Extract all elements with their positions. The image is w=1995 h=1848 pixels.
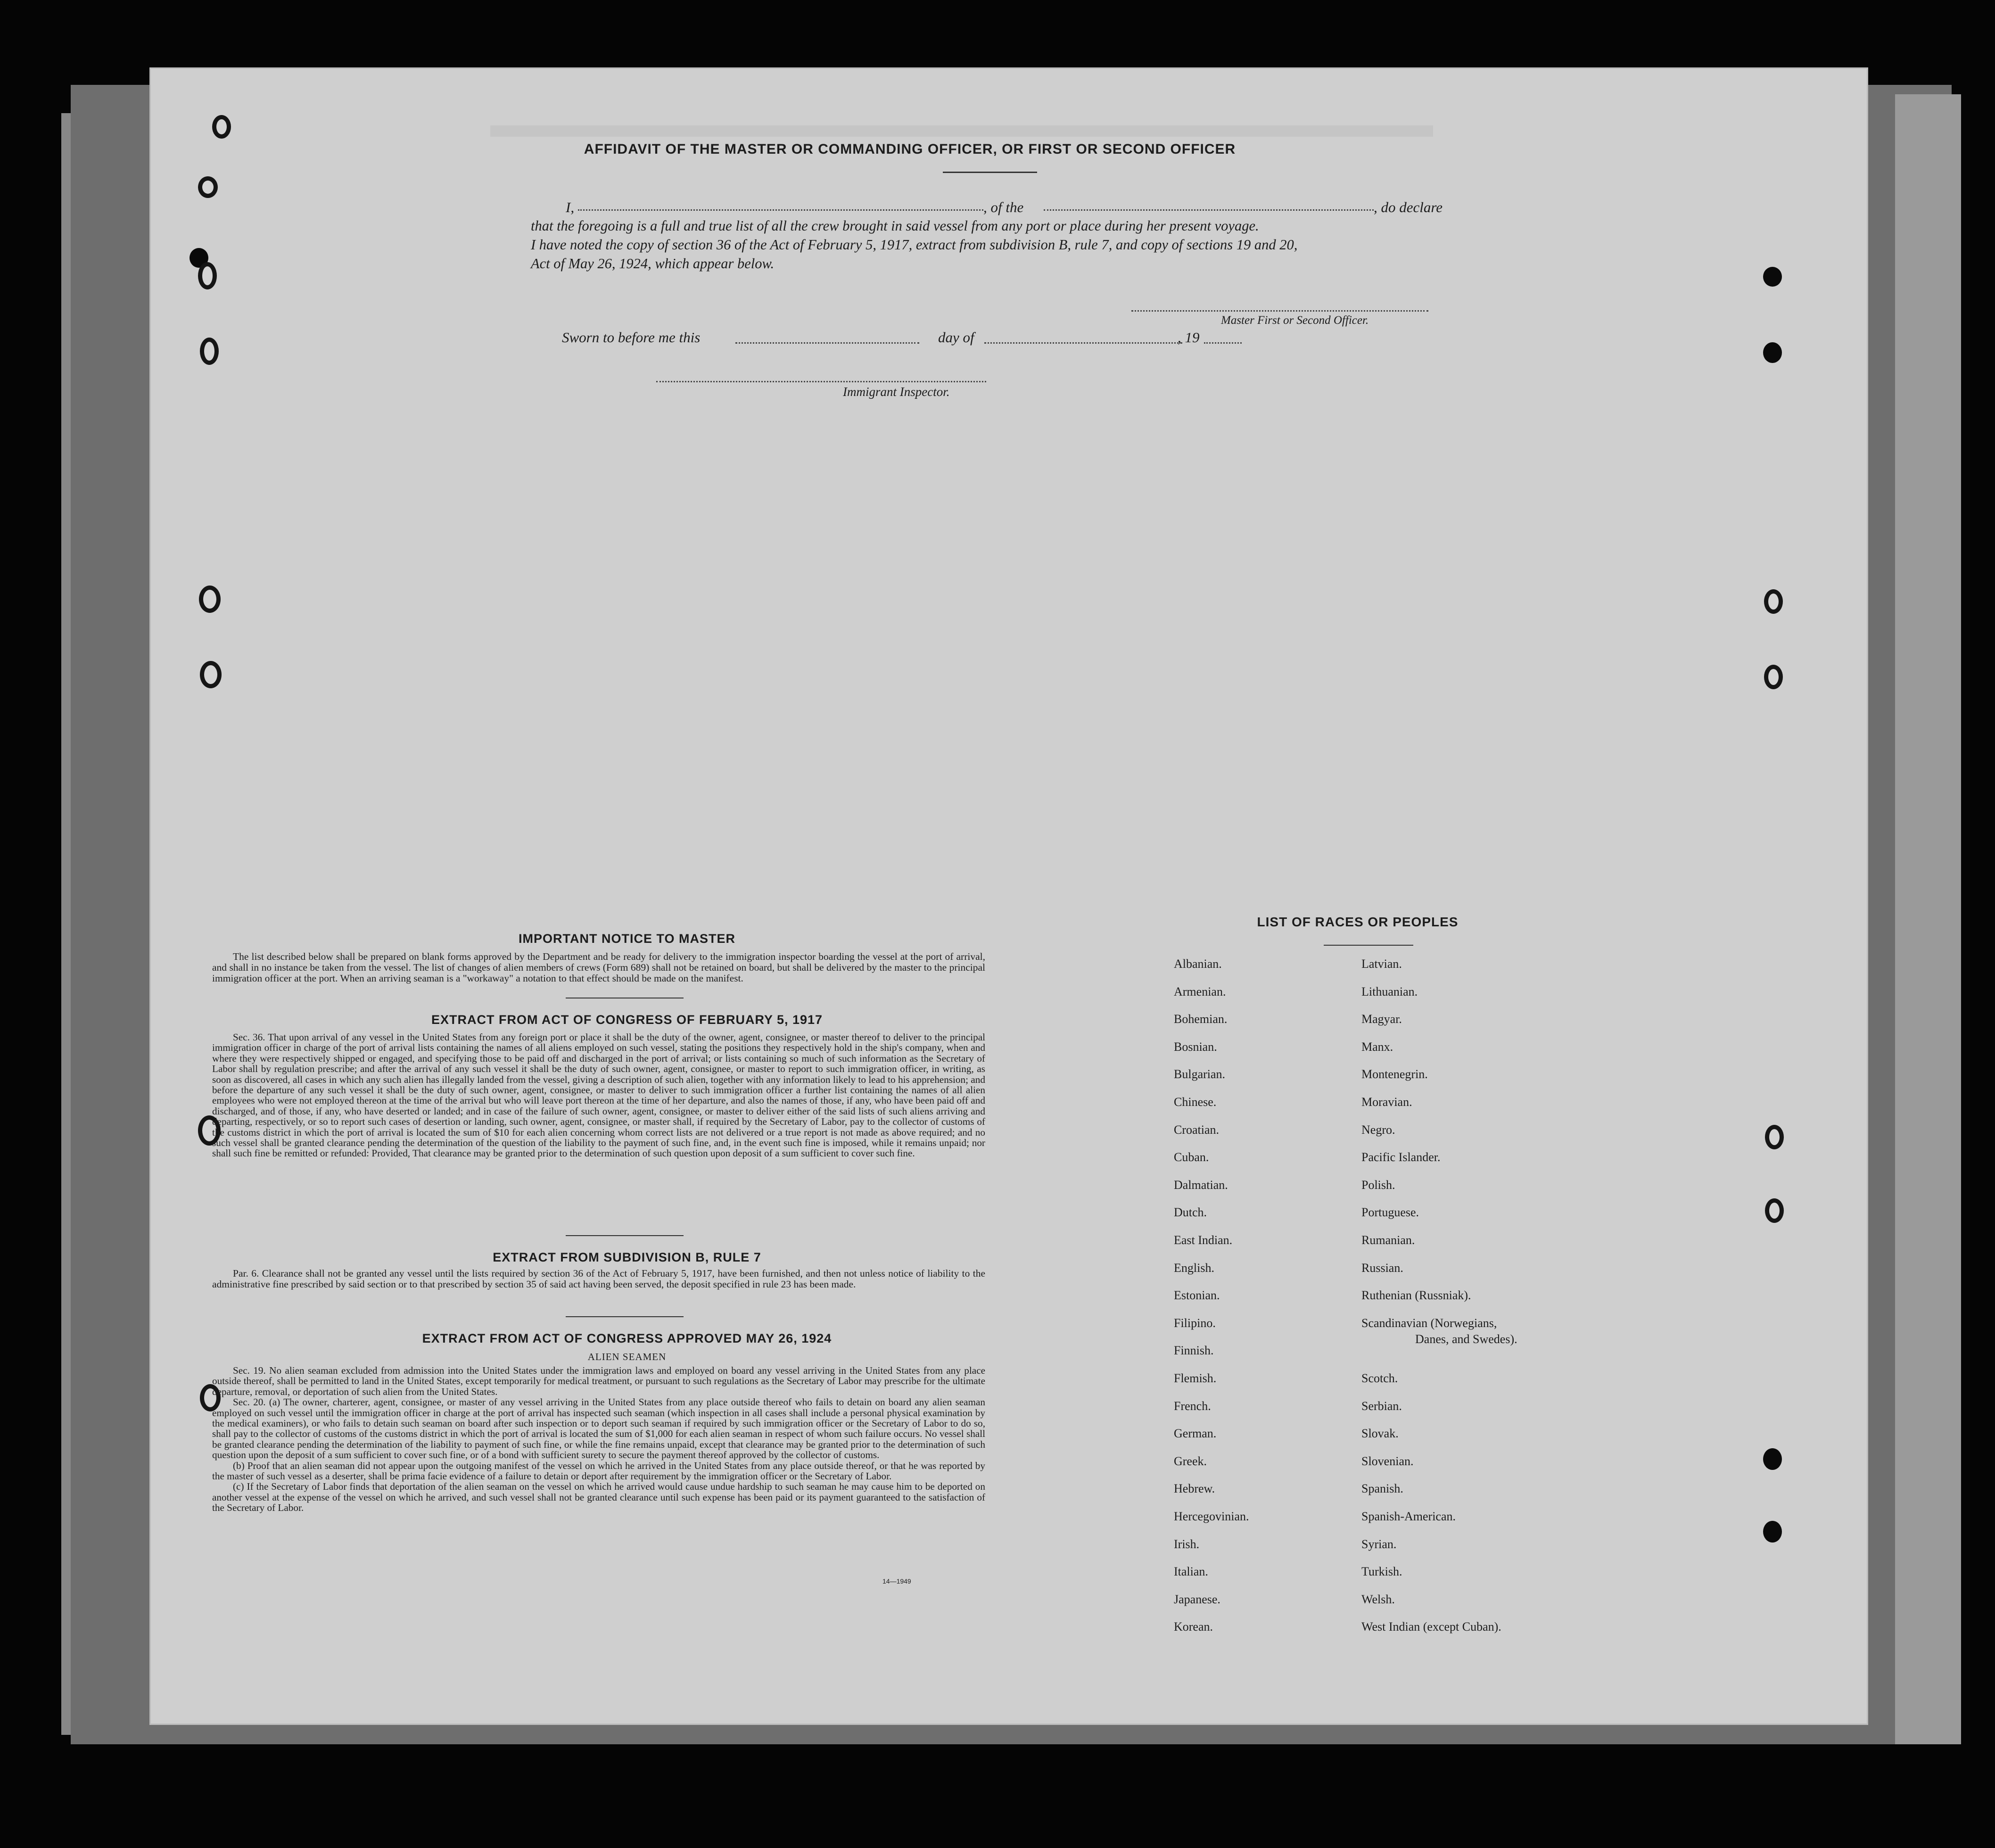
- year-blank: [1204, 342, 1242, 344]
- punch-hole: [1763, 1448, 1782, 1470]
- rule7-text: [212, 1268, 985, 1290]
- race-item: Russian.: [1361, 1261, 1403, 1275]
- race-item: Serbian.: [1361, 1399, 1402, 1413]
- race-item: West Indian (except Cuban).: [1361, 1620, 1501, 1634]
- punch-hole: [1763, 342, 1782, 363]
- race-item: Flemish.: [1174, 1371, 1217, 1385]
- race-item: Armenian.: [1174, 984, 1226, 998]
- master-signature-blank: [1131, 310, 1428, 312]
- divider: [566, 1316, 684, 1317]
- sec20a-paragraph: Sec. 20. (a) The owner, charterer, agent, consignee, or master of any vessel arriving in the United States from any place outside thereof who fails to detain on board any alien seaman employed on such vessel until the immigration officer in charge at the port of arrival has inspected such seaman (which inspection in all cases shall include a personal physical examination by the medical examiners), or who fails to detain such seaman on board after such inspection or to deport such seaman if required by such immigration officer or the Secretary of Labor to do so, shall pay to the collector of customs of the customs district in which the port of arrival is located the sum of $1,000 for each alien seaman in respect of whom such failure occurs. No vessel shall be granted clearance pending the determination of the liability to payment of such fine, or while the fine remains unpaid, except that clearance may be granted prior to the determination of such question upon the deposit of a sum sufficient to cover such fine, or of a bond with sufficient surety to secure the payment thereof approved by the collector of customs.: [212, 1396, 985, 1461]
- sworn-label: Sworn to before me this: [562, 329, 701, 346]
- race-item: Irish.: [1174, 1537, 1200, 1551]
- race-item: Pacific Islander.: [1361, 1150, 1441, 1164]
- race-item: Cuban.: [1174, 1150, 1209, 1164]
- punch-hole: [200, 338, 219, 365]
- race-item: Dalmatian.: [1174, 1178, 1228, 1192]
- punch-hole: [200, 661, 222, 688]
- underlying-sheet-edge: [1895, 94, 1961, 1744]
- race-item: Polish.: [1361, 1178, 1395, 1192]
- race-item: Negro.: [1361, 1122, 1395, 1137]
- race-item: Lithuanian.: [1361, 984, 1418, 998]
- punch-hole: [1764, 589, 1783, 614]
- punch-hole: [198, 262, 217, 289]
- affidavit-line3: I have noted the copy of section 36 of the Act of February 5, 1917, extract from subdivision B, rule 7, and copy of sections 19 and 20,: [531, 237, 1298, 253]
- race-item: Hercegovinian.: [1174, 1510, 1249, 1523]
- race-item: Filipino.: [1174, 1316, 1216, 1330]
- race-item: Scandinavian (Norwegians,: [1361, 1316, 1497, 1330]
- punch-hole: [1764, 665, 1783, 689]
- rule7-title: EXTRACT FROM SUBDIVISION B, RULE 7: [493, 1250, 761, 1264]
- alien-seamen-subtitle: ALIEN SEAMEN: [587, 1351, 667, 1362]
- vessel-blank: [1044, 209, 1374, 211]
- race-item: Finnish.: [1174, 1344, 1214, 1358]
- race-item: Portuguese.: [1361, 1205, 1419, 1220]
- master-label: Master First or Second Officer.: [1221, 314, 1369, 327]
- sec19-paragraph: Sec. 19. No alien seaman excluded from admission into the United States under the immigration laws and employed on board any vessel arriving in the United States from any place outside thereof, shall be permitted to land in the United States, except temporarily for medical treatment, or pursuant to such regulations as the Secretary of Labor may prescribe for the ultimate departure, removal, or deportation of such alien from the United States.: [212, 1365, 985, 1397]
- race-item: Latvian.: [1361, 957, 1402, 971]
- notice-title: IMPORTANT NOTICE TO MASTER: [519, 932, 735, 946]
- name-blank: [578, 209, 983, 211]
- race-item: Albanian.: [1174, 957, 1222, 971]
- sec36-paragraph: Sec. 36. That upon arrival of any vessel in the United States from any foreign port or place it shall be the duty of the owner, agent, consignee, or master thereof to deliver to the principal immigration officer in charge of the port of arrival lists containing the names of all aliens employed on such vessel, stating the positions they respectively hold in the ship's company, when and where they were respectively shipped or engaged, and specifying those to be paid off and discharged in the port of arrival; or lists containing so much of such information as the Secretary of Labor shall by regulation prescribe; and after the arrival of any such vessel it shall be the duty of such owner, agent, consignee, or master to report to such immigration officer, in writing, as soon as discovered, all cases in which any such alien has illegally landed from the vessel, giving a description of such alien, together with any information likely to lead to his apprehension; and before the departure of any such vessel it shall be the duty of such owner, agent, consignee, or master to deliver to such immigration officer a further list containing the names of all alien employees who were not employed thereon at the time of the arrival but who will leave port thereon at the time of her departure, and also the names of those, if any, who have been paid off and discharged, and of those, if any, who have deserted or landed; and in case of the failure of such owner, agent, consignee, or master to deliver either of the said lists of such aliens arriving and departing, respectively, or so to report such cases of desertion or landing, such owner, agent, consignee, or master shall, if required by the Secretary of Labor, pay to the collector of customs of the customs district in which the port of arrival is located the sum of $10 for each alien concerning whom correct lists are not delivered or a true report is not made as above required; and no such vessel shall be granted clearance pending the determination of the question of the liability to the payment of such fine, and, in the event such fine is imposed, while it remains unpaid; nor shall such fine be remitted or refunded: Provided, That clearance may be granted prior to the determination of such question upon deposit of a sum sufficient to cover such fine.: [212, 1031, 985, 1159]
- sec20b-paragraph: (b) Proof that an alien seaman did not appear upon the outgoing manifest of the vessel on which he arrived in the United States from any place outside thereof, or that he was reported by the master of such vessel as a deserter, shall be prima facie evidence of a failure to detain or deport after requirement by the immigration officer or the Secretary of Labor.: [212, 1460, 985, 1482]
- divider: [943, 172, 1037, 173]
- year-label: , 19: [1178, 329, 1200, 346]
- race-item: Croatian.: [1174, 1122, 1220, 1137]
- punch-hole: [1763, 267, 1782, 287]
- punch-hole: [212, 115, 231, 139]
- punch-hole: [198, 176, 218, 198]
- notice-paragraph: The list described below shall be prepared on blank forms approved by the Department and be ready for delivery to the immigration inspector boarding the vessel at the port of arrival, and shall in no instance be taken from the vessel. The list of changes of alien members of crews (Form 689) shall not be retained on board, but shall be delivered by the master to the principal immigration officer at the port. When an arriving seaman is a "workaway" a notation to that effect should be made on the manifest.: [212, 951, 985, 984]
- affidavit-of-the: , of the: [983, 199, 1024, 215]
- day-blank: [735, 342, 919, 344]
- race-item: Dutch.: [1174, 1205, 1207, 1220]
- race-item: English.: [1174, 1261, 1214, 1275]
- affidavit-i: I,: [566, 199, 575, 215]
- race-item: Danes, and Swedes).: [1415, 1332, 1517, 1346]
- race-item: Rumanian.: [1361, 1233, 1415, 1247]
- race-item: Slovak.: [1361, 1427, 1399, 1441]
- race-item: Scotch.: [1361, 1371, 1398, 1385]
- extract-1924-text: [212, 1365, 985, 1513]
- affidavit-line4: Act of May 26, 1924, which appear below.: [531, 256, 775, 272]
- race-item: Turkish.: [1361, 1565, 1402, 1579]
- race-item: East Indian.: [1174, 1233, 1233, 1247]
- race-item: Korean.: [1174, 1620, 1213, 1634]
- month-blank: [984, 342, 1182, 344]
- race-item: Manx.: [1361, 1040, 1393, 1054]
- extract-1917-title: EXTRACT FROM ACT OF CONGRESS OF FEBRUARY 5, 1917: [431, 1013, 823, 1027]
- race-item: Greek.: [1174, 1454, 1207, 1468]
- race-item: Bohemian.: [1174, 1012, 1228, 1026]
- punch-hole: [1765, 1198, 1784, 1223]
- race-item: Bosnian.: [1174, 1040, 1217, 1054]
- race-item: Spanish.: [1361, 1482, 1403, 1496]
- race-item: Slovenian.: [1361, 1454, 1414, 1468]
- race-item: Spanish-American.: [1361, 1510, 1456, 1523]
- rule7-paragraph: Par. 6. Clearance shall not be granted any vessel until the lists required by section 36 of the Act of February 5, 1917, have been furnished, and then not unless notice of liability to the administrative fine prescribed by said section or to that prescribed by section 35 of said act having been served, the deposit specified in rule 23 has been made.: [212, 1268, 985, 1290]
- race-item: Estonian.: [1174, 1288, 1220, 1303]
- affidavit-title: AFFIDAVIT OF THE MASTER OR COMMANDING OFFICER, OR FIRST OR SECOND OFFICER: [584, 141, 1236, 157]
- notice-text: [212, 951, 985, 984]
- race-item: French.: [1174, 1399, 1211, 1413]
- day-of-label: day of: [938, 329, 974, 346]
- races-title: LIST OF RACES OR PEOPLES: [1257, 915, 1459, 929]
- divider: [566, 1235, 684, 1236]
- bleed-through: [490, 125, 1433, 137]
- race-item: Ruthenian (Russniak).: [1361, 1288, 1471, 1303]
- race-item: Montenegrin.: [1361, 1067, 1428, 1081]
- race-item: Japanese.: [1174, 1592, 1220, 1606]
- race-item: Magyar.: [1361, 1012, 1402, 1026]
- sec20c-paragraph: (c) If the Secretary of Labor finds that deportation of the alien seaman on the vessel on which he arrived would cause undue hardship to such seaman he may cause him to be deported on another vessel at the expense of the vessel on which he arrived, and such vessel shall not be granted clearance until such expense has been paid or its payment guaranteed to the satisfaction of the Secretary of Labor.: [212, 1481, 985, 1514]
- race-item: Welsh.: [1361, 1592, 1395, 1606]
- race-item: Syrian.: [1361, 1537, 1397, 1551]
- race-item: Hebrew.: [1174, 1482, 1215, 1496]
- punch-hole: [199, 586, 221, 613]
- race-item: Bulgarian.: [1174, 1067, 1226, 1081]
- punch-hole: [1765, 1125, 1784, 1149]
- form-number: 14—1949: [882, 1577, 911, 1585]
- inspector-signature-blank: [656, 381, 986, 382]
- race-item: Moravian.: [1361, 1095, 1412, 1109]
- inspector-label: Immigrant Inspector.: [843, 385, 950, 399]
- punch-hole: [1763, 1521, 1782, 1543]
- manifest-back-page: [151, 69, 1867, 1724]
- race-item: Chinese.: [1174, 1095, 1217, 1109]
- race-item: German.: [1174, 1427, 1217, 1441]
- race-item: Italian.: [1174, 1565, 1208, 1579]
- divider: [1324, 945, 1413, 946]
- affidavit-line2: that the foregoing is a full and true list of all the crew brought in said vessel from any port or place during her present voyage.: [531, 218, 1259, 234]
- affidavit-declare: , do declare: [1374, 199, 1443, 215]
- extract-1917-text: [212, 1032, 985, 1159]
- extract-1924-title: EXTRACT FROM ACT OF CONGRESS APPROVED MAY 26, 1924: [422, 1331, 832, 1345]
